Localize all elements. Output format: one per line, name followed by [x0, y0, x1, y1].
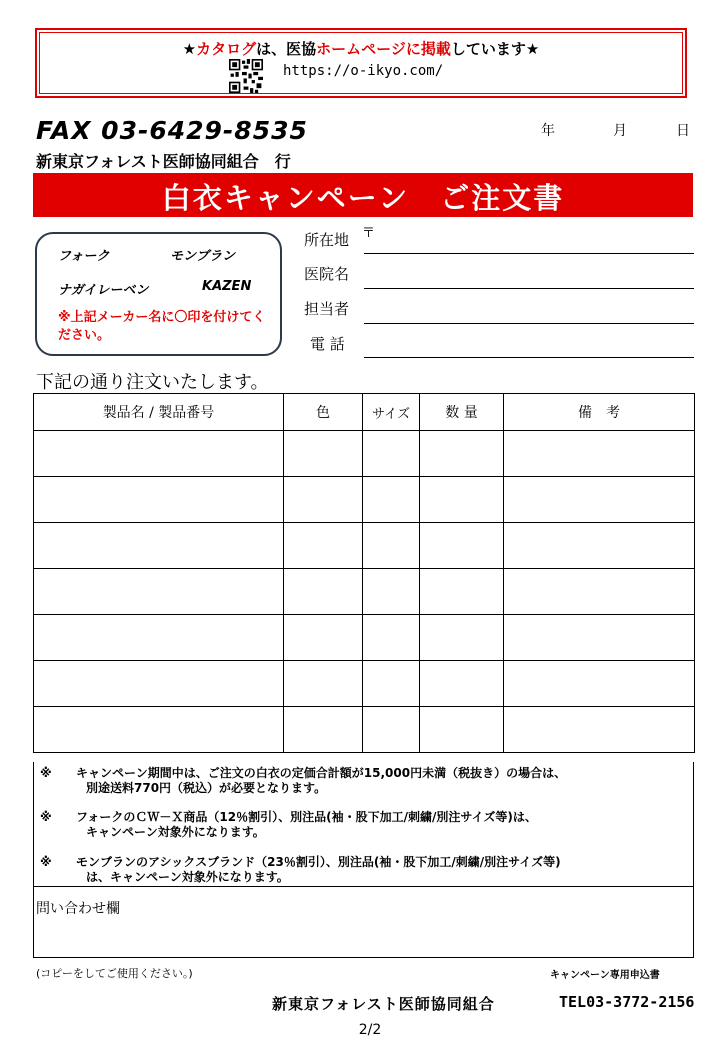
table-row — [34, 615, 695, 661]
cell-quantity[interactable] — [420, 569, 504, 615]
cell-color[interactable] — [284, 523, 363, 569]
note-mark: ※ — [40, 810, 52, 824]
form-name: キャンペーン専用申込書 — [550, 970, 660, 981]
header-remarks: 備 考 — [504, 394, 695, 431]
star-left: ★ — [182, 40, 197, 58]
maker-fork[interactable]: フォーク — [58, 249, 110, 264]
page-title: 白衣キャンペーン ご注文書 — [161, 181, 565, 215]
cell-remarks[interactable] — [504, 431, 695, 477]
order-table — [33, 393, 695, 753]
contact-label: 担当者 — [304, 300, 350, 318]
header-size: サイズ — [363, 394, 420, 431]
qr-code-icon — [228, 59, 264, 93]
note-3-line1: モンブランのアシックスブランド（23％割引）、別注品(袖・股下加工/刺繍/別注サイズ等) — [76, 855, 561, 869]
maker-instruction: ※上記メーカー名に〇印を付けてください。 — [58, 310, 266, 343]
cell-product[interactable] — [34, 569, 284, 615]
cell-color[interactable] — [284, 431, 363, 477]
phone-label: 電 話 — [310, 335, 345, 353]
cell-quantity[interactable] — [420, 477, 504, 523]
table-row — [34, 569, 695, 615]
table-row — [34, 431, 695, 477]
clinic-field[interactable] — [364, 288, 694, 289]
catalog-notice — [39, 38, 683, 59]
order-intro: 下記の通り注文いたします。 — [36, 372, 269, 393]
footer-telephone: TEL03-3772-2156 — [559, 993, 695, 1011]
header-product: 製品名 / 製品番号 — [34, 394, 284, 431]
cell-size[interactable] — [363, 661, 420, 707]
postal-mark: 〒 — [362, 226, 376, 241]
cell-color[interactable] — [284, 615, 363, 661]
cell-color[interactable] — [284, 477, 363, 523]
clinic-label: 医院名 — [304, 265, 350, 283]
star-right: ★ — [525, 40, 540, 58]
cell-product[interactable] — [34, 615, 284, 661]
destination: 新東京フォレスト医師協同組合 行 — [36, 152, 291, 171]
cell-remarks[interactable] — [504, 707, 695, 753]
maker-nagaileben[interactable]: ナガイレーベン — [58, 283, 149, 298]
note-2-line2: キャンペーン対象外になります。 — [86, 825, 265, 839]
cell-product[interactable] — [34, 661, 284, 707]
maker-montblanc[interactable]: モンブラン — [170, 249, 236, 264]
note-3 — [40, 855, 561, 885]
date-month: 月 — [613, 123, 627, 139]
header-quantity: 数 量 — [420, 394, 504, 431]
header-color: 色 — [284, 394, 363, 431]
page-number: 2/2 — [358, 1022, 382, 1038]
table-header-row — [34, 394, 695, 431]
cell-size[interactable] — [363, 569, 420, 615]
cell-product[interactable] — [34, 523, 284, 569]
homepage-word: ホームページに掲載 — [316, 40, 451, 58]
table-row — [34, 707, 695, 753]
cell-color[interactable] — [284, 661, 363, 707]
table-row — [34, 477, 695, 523]
note-3-line2: は、キャンペーン対象外になります。 — [86, 870, 289, 884]
date-year: 年 — [541, 123, 555, 139]
cell-size[interactable] — [363, 477, 420, 523]
cell-color[interactable] — [284, 569, 363, 615]
note-mark: ※ — [40, 855, 52, 869]
fax-number: FAX 03-6429-8535 — [36, 116, 308, 145]
contact-field[interactable] — [364, 323, 694, 324]
cell-remarks[interactable] — [504, 661, 695, 707]
note-1-line2: 別途送料770円（税込）が必要となります。 — [86, 781, 327, 795]
notice-wa: は、医協 — [256, 40, 317, 58]
note-1-line1: キャンペーン期間中は、ご注文の白衣の定価合計額が15,000円未満（税抜き）の場合は、 — [76, 766, 567, 780]
address-field[interactable] — [364, 253, 694, 254]
cell-size[interactable] — [363, 523, 420, 569]
cell-product[interactable] — [34, 707, 284, 753]
cell-product[interactable] — [34, 431, 284, 477]
copy-note: (コピーをしてご使用ください。) — [36, 967, 193, 980]
website-url[interactable]: https://o-ikyo.com/ — [283, 63, 444, 79]
cell-product[interactable] — [34, 477, 284, 523]
cell-remarks[interactable] — [504, 477, 695, 523]
footer-organization: 新東京フォレスト医師協同組合 — [272, 995, 495, 1013]
date-day: 日 — [676, 123, 690, 139]
inquiry-label: 問い合わせ欄 — [36, 901, 120, 917]
cell-color[interactable] — [284, 707, 363, 753]
cell-remarks[interactable] — [504, 615, 695, 661]
cell-size[interactable] — [363, 431, 420, 477]
cell-quantity[interactable] — [420, 707, 504, 753]
note-2 — [40, 810, 537, 840]
note-mark: ※ — [40, 766, 52, 780]
inquiry-field[interactable] — [33, 886, 694, 958]
notice-rest: しています — [450, 40, 526, 58]
cell-quantity[interactable] — [420, 431, 504, 477]
table-row — [34, 661, 695, 707]
note-2-line1: フォークのＣＷ－Ｘ商品（12％割引）、別注品(袖・股下加工/刺繍/別注サイズ等)は、 — [76, 810, 537, 824]
cell-remarks[interactable] — [504, 569, 695, 615]
cell-quantity[interactable] — [420, 523, 504, 569]
cell-remarks[interactable] — [504, 523, 695, 569]
catalog-word: カタログ — [196, 40, 257, 58]
table-row — [34, 523, 695, 569]
maker-kazen[interactable]: KAZEN — [202, 279, 252, 294]
address-label: 所在地 — [304, 231, 350, 249]
cell-size[interactable] — [363, 615, 420, 661]
cell-size[interactable] — [363, 707, 420, 753]
note-1 — [40, 766, 566, 796]
cell-quantity[interactable] — [420, 661, 504, 707]
phone-field[interactable] — [364, 357, 694, 358]
cell-quantity[interactable] — [420, 615, 504, 661]
